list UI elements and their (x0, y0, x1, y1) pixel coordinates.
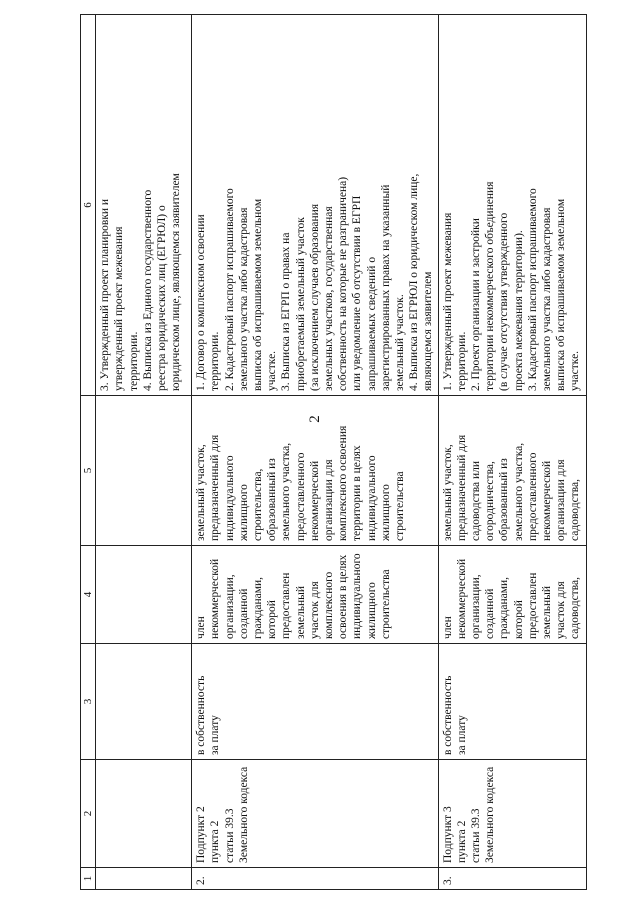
applicant (96, 546, 192, 644)
row-number (96, 868, 192, 890)
column-header: 5 (81, 396, 96, 546)
documents: 1. Утвержденный проект межевания территории. 2. Проект организации и застройки территории некоммерческого объединения (в случае отсутствия утвержденного проекта межевания территории). 3. Кадастровый паспорт испрашиваемого земельного участка либо кадастровая выписка об испрашиваемом земельном участке. (438, 15, 586, 396)
land-plot (96, 396, 192, 546)
row-number: 2. (192, 868, 438, 890)
land-plot: земельный участок, предназначенный для индивидуального жилищного строительства, образованный из земельного участка, предоставленного некоммерческой организации для комплексного освоения территории в целях индивидуального жилищного строительства (192, 396, 438, 546)
land-plot: земельный участок, предназначенный для садоводства или огородничества, образованный из земельного участка, предоставленного некоммерческой организации для садоводства, (438, 396, 586, 546)
column-header: 6 (81, 15, 96, 396)
table-row (96, 15, 192, 890)
right-type: в собственность за плату (192, 644, 438, 760)
row-number: 3. (438, 868, 586, 890)
legal-basis: Подпункт 2 пункта 2 статьи 39.3 Земельного кодекса (192, 760, 438, 868)
table-row (192, 15, 438, 890)
column-header: 3 (81, 644, 96, 760)
legal-basis: Подпункт 3 пункта 2 статьи 39.3 Земельного кодекса (438, 760, 586, 868)
right-type (96, 644, 192, 760)
applicant: член некоммерческой организации, созданной гражданами, которой предоставлен земельный участок для комплексного освоения в целях индивидуального жилищного строительства (192, 546, 438, 644)
column-header: 4 (81, 546, 96, 644)
table-row (438, 15, 586, 890)
right-type: в собственность за плату (438, 644, 586, 760)
header-row (81, 15, 96, 890)
legal-basis (96, 760, 192, 868)
land-plot-table (80, 14, 587, 890)
applicant: член некоммерческой организации, созданной гражданами, которой предоставлен земельный участок для садоводства, (438, 546, 586, 644)
page-number: 2 (307, 415, 323, 423)
documents: 1. Договор о комплексном освоении территории. 2. Кадастровый паспорт испрашиваемого земельного участка либо кадастровая выписка об испрашиваемом земельном участке. 3. Выписка из ЕГРП о правах на приобретаемый земельный участок (за исключением случаев образования земельных участков, государственная собственность на которые не разграничена) или уведомление об отсутствии в ЕГРП запрашиваемых сведений о зарегистрированных правах на указанный земельный участок. 4. Выписка из ЕГРЮЛ о юридическом лице, являющемся заявителем (192, 15, 438, 396)
documents: 3. Утвержденный проект планировки и утвержденный проект межевания территории. 4. Выписка из Единого государственного реестра юридических лиц (ЕГРЮЛ) о юридическом лице, являющемся заявителем (96, 15, 192, 396)
column-header: 2 (81, 760, 96, 868)
column-header: 1 (81, 868, 96, 890)
